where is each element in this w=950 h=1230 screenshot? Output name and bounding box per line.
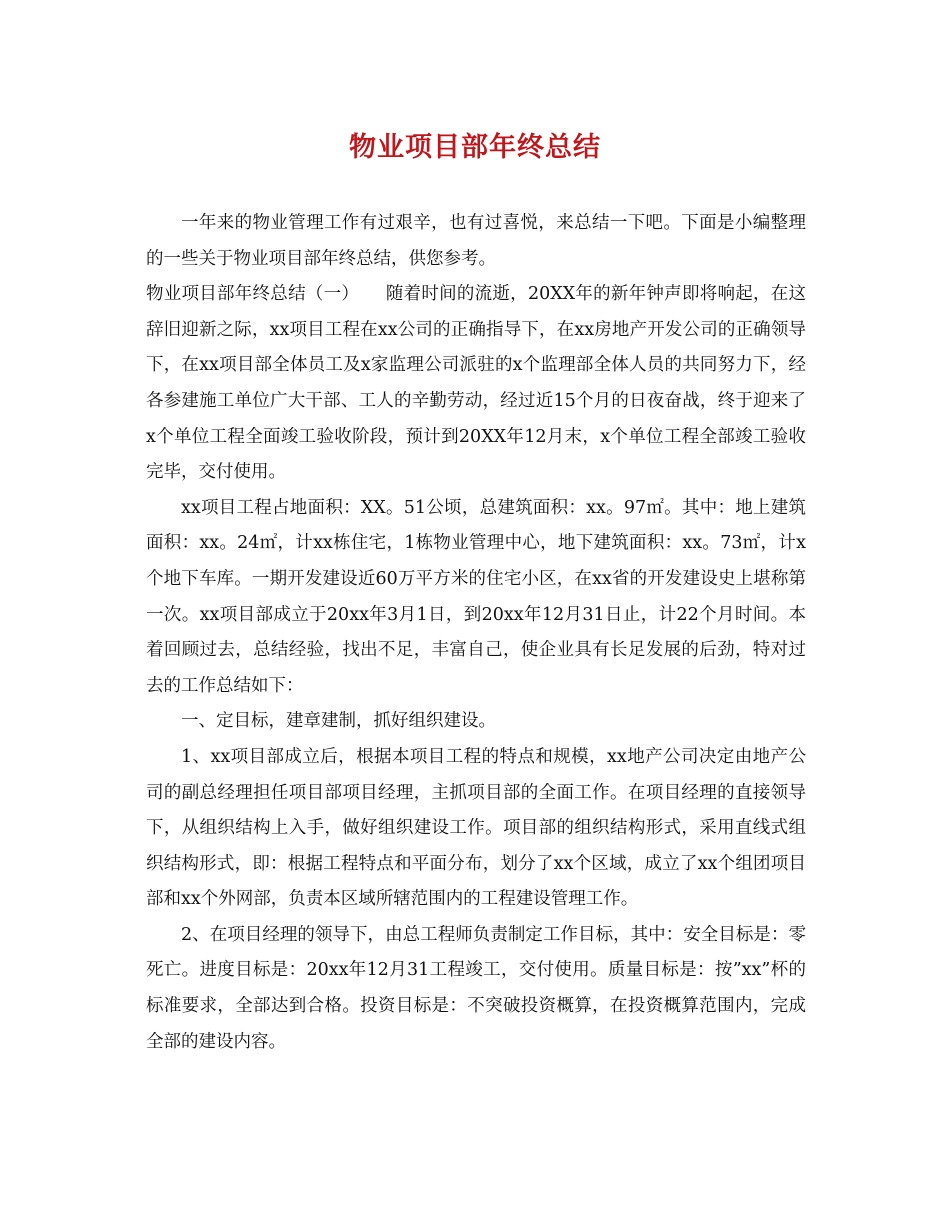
paragraph-item-1: 1、xx项目部成立后，根据本项目工程的特点和规模，xx地产公司决定由地产公司的副总经理担任项目部项目经理，主抓项目部的全面工作。在项目经理的直接领导下，从组织结构上入手，做好组织建设工作。项目部的组织结构形式，采用直线式组织结构形式，即：根据工程特点和平面分布，划分了xx个区域，成立了xx个组团项目部和xx个外网部，负责本区域所辖范围内的工程建设管理工作。 — [146, 746, 806, 910]
paragraph-intro: 一年来的物业管理工作有过艰辛，也有过喜悦，来总结一下吧。下面是小编整理的一些关于物业项目部年终总结，供您参考。 — [146, 213, 806, 269]
paragraph-item-2: 2、在项目经理的领导下，由总工程师负责制定工作目标，其中：安全目标是：零死亡。进度目标是：20xx年12月31工程竣工，交付使用。质量目标是：按”xx”杯的标准要求，全部达到合格。投资目标是：不突破投资概算，在投资概算范围内，完成全部的建设内容。 — [146, 924, 806, 1052]
paragraph-section-one-opening: 物业项目部年终总结（一） 随着时间的流逝，20XX年的新年钟声即将响起，在这辞旧迎新之际，xx项目工程在xx公司的正确指导下，在xx房地产开发公司的正确领导下，在xx项目部全体员工及x家监理公司派驻的x个监理部全体人员的共同努力下，经各参建施工单位广大干部、工人的辛勤劳动，经过近15个月的日夜奋战，终于迎来了x个单位工程全面竣工验收阶段，预计到20XX年12月末，x个单位工程全部竣工验收完毕，交付使用。 — [146, 284, 806, 483]
document-body — [146, 206, 806, 1060]
paragraph-project-area: xx项目工程占地面积：XX。51公顷，总建筑面积：xx。97㎡。其中：地上建筑面积：xx。24㎡，计xx栋住宅，1栋物业管理中心，地下建筑面积：xx。73㎡，计x个地下车库。一期开发建设近60万平方米的住宅小区，在xx省的开发建设史上堪称第一次。xx项目部成立于20xx年3月1日，到20xx年12月31日止，计22个月时间。本着回顾过去，总结经验，找出不足，丰富自己，使企业具有长足发展的后劲，特对过去的工作总结如下： — [146, 497, 806, 696]
paragraph-heading-goals: 一、定目标，建章建制，抓好组织建设。 — [181, 711, 496, 732]
document-title: 物业项目部年终总结 — [349, 132, 601, 163]
